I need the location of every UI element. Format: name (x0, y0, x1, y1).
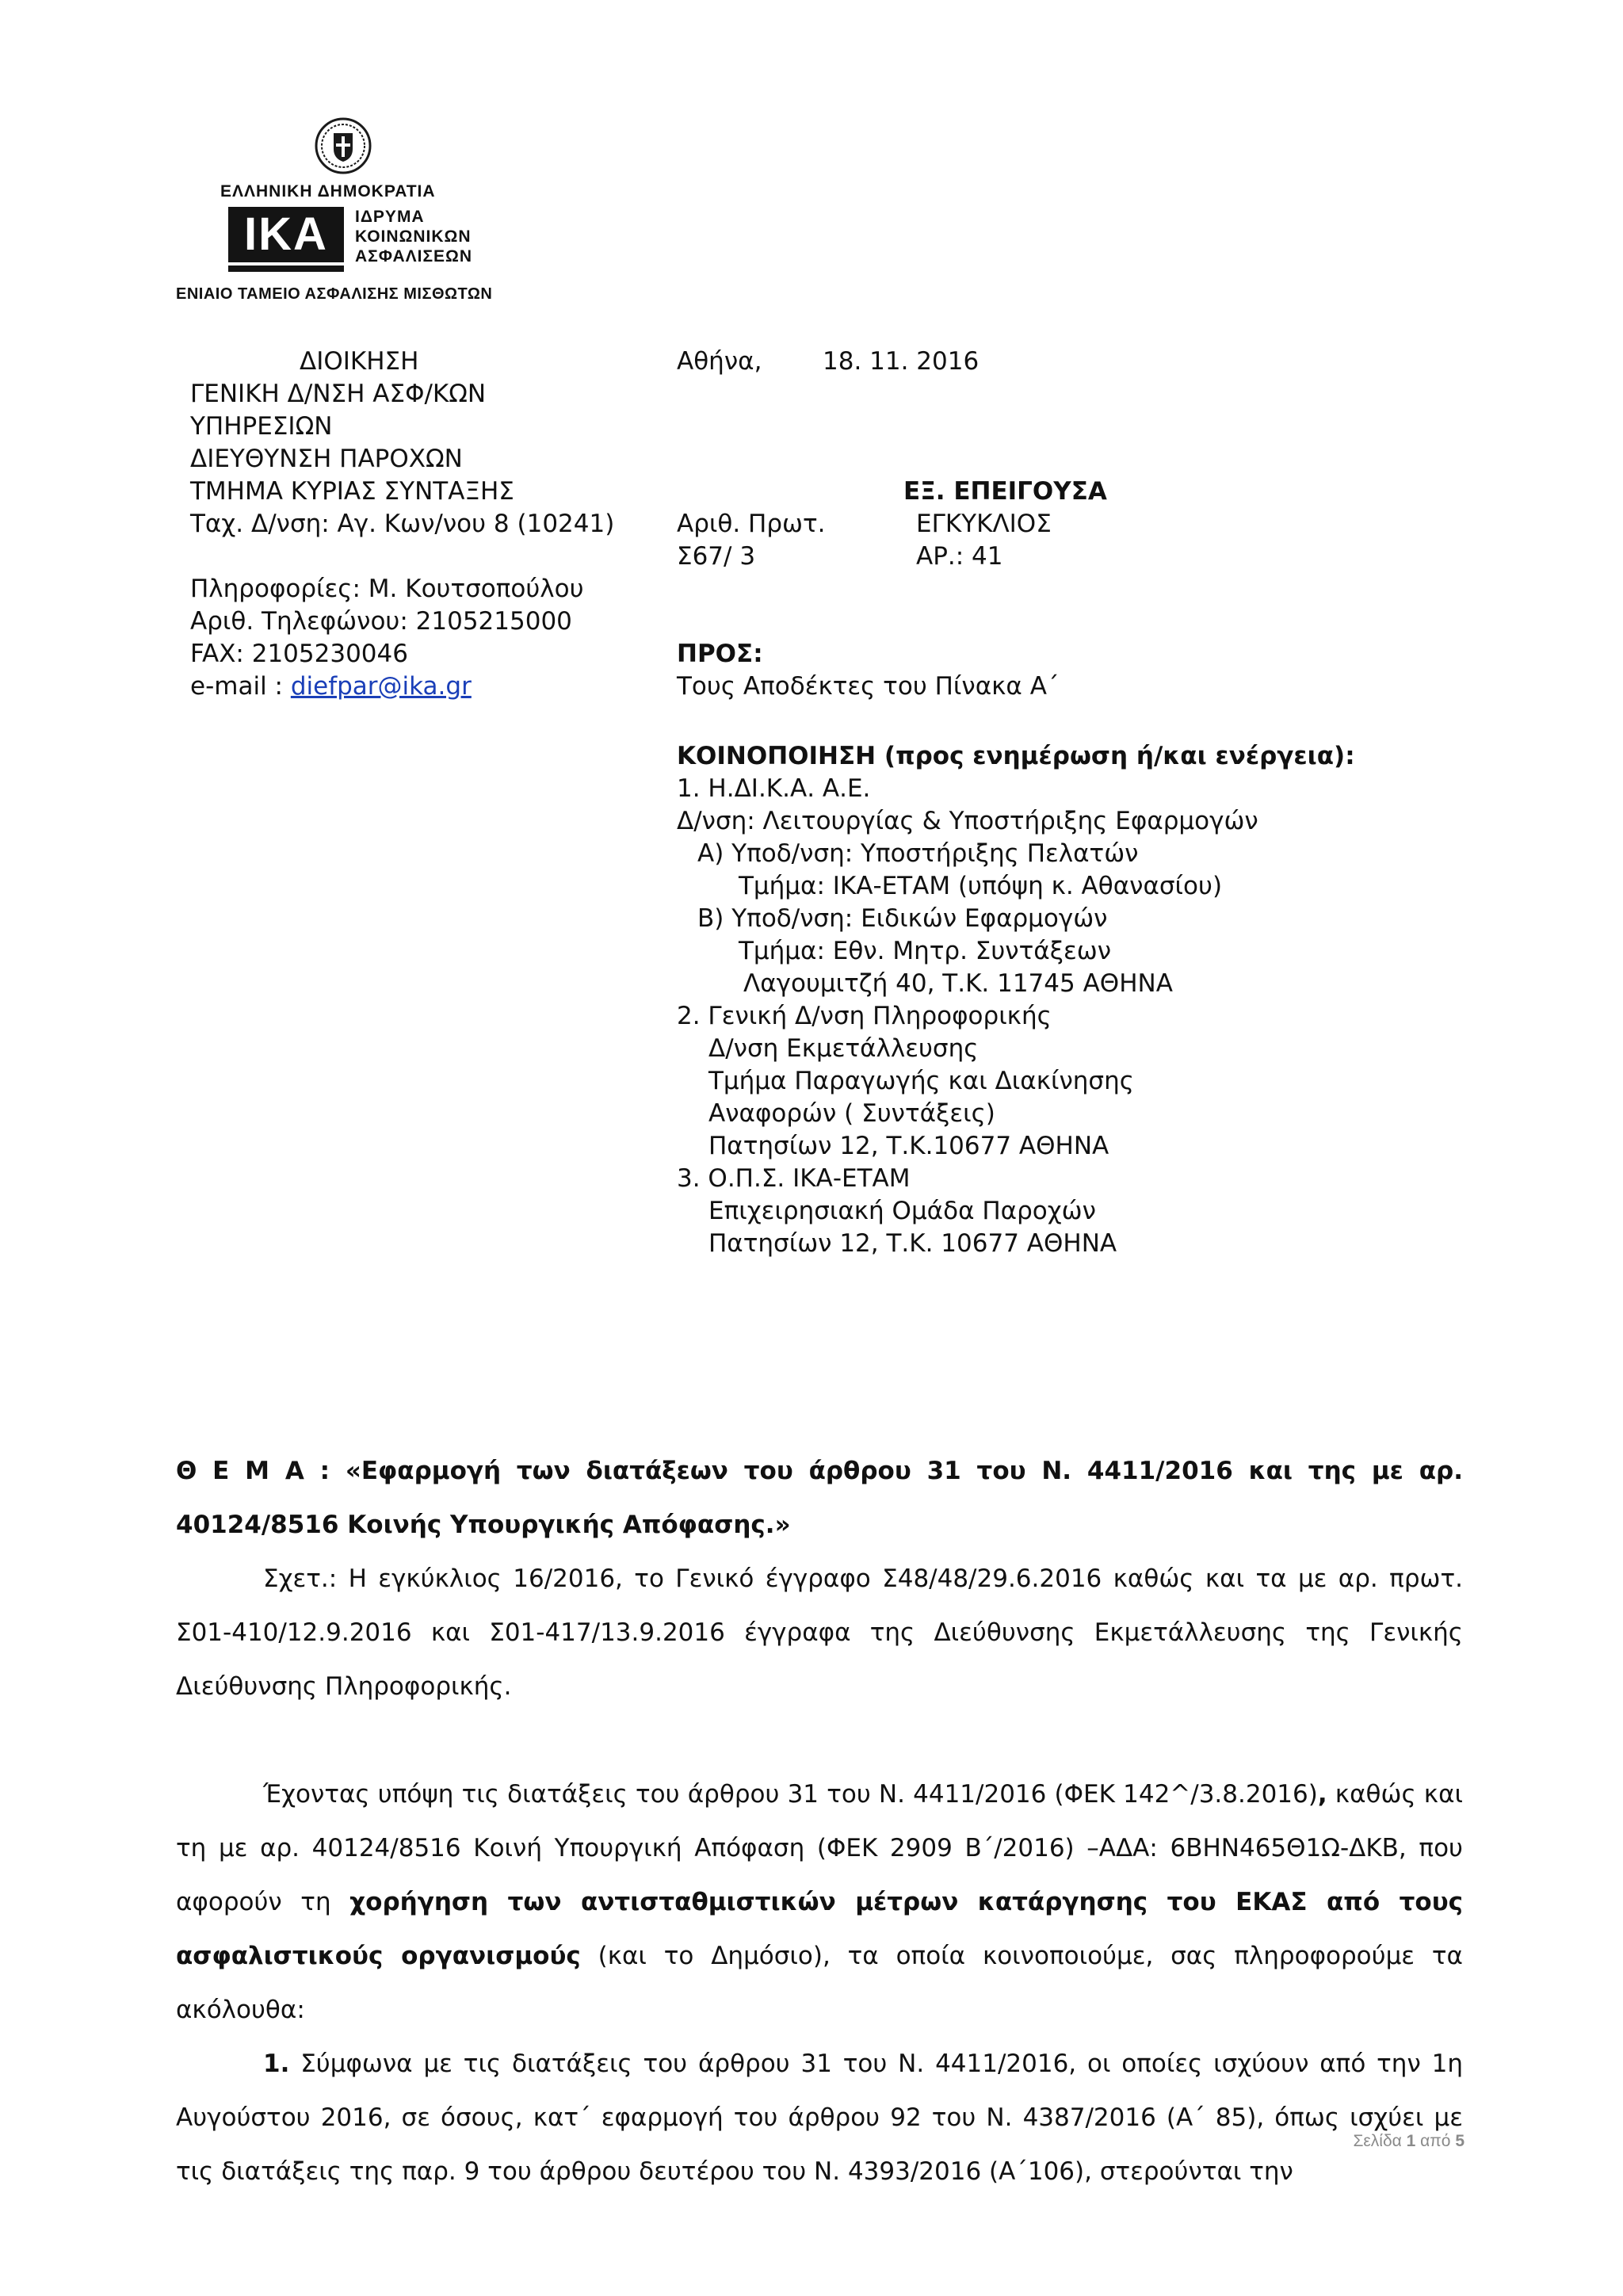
cc-label: ΚΟΙΝΟΠΟΙΗΣΗ (προς ενημέρωση ή/και ενέργεια): (677, 742, 1355, 770)
paragraph-1 (176, 2037, 1463, 2199)
of-word: από (1415, 2132, 1456, 2150)
cc-line: Τμήμα: Εθν. Μητρ. Συντάξεων (739, 937, 1112, 965)
page-total: 5 (1455, 2132, 1465, 2150)
institute-line: ΑΣΦΑΛΙΣΕΩΝ (355, 247, 473, 266)
sender-address: Ταχ. Δ/νση: Αγ. Κων/νου 8 (10241) (190, 510, 615, 538)
republic-title: ΕΛΛΗΝΙΚΗ ΔΗΜΟΚΡΑΤΙΑ (220, 182, 436, 201)
cc-line: Επιχειρησιακή Ομάδα Παροχών (708, 1197, 1096, 1225)
intro-text: (και το Δημόσιο), τα οποία κοινοποιούμε, σας πληροφορούμε τα ακόλουθα: (176, 1942, 1463, 2024)
cc-line: Λαγουμιτζή 40, Τ.Κ. 11745 ΑΘΗΝΑ (743, 969, 1173, 998)
cc-line: 1. Η.ΔΙ.Κ.Α. Α.Ε. (677, 774, 871, 803)
intro-emphasis: χορήγηση των αντισταθμιστικών μέτρων κατάργησης του ΕΚΑΣ από τους ασφαλιστικούς οργανισμούς (176, 1888, 1463, 1970)
meta-block (677, 346, 1469, 1260)
cc-line: Πατησίων 12, Τ.Κ.10677 ΑΘΗΝΑ (708, 1132, 1109, 1160)
email-label: e-mail : (190, 672, 291, 701)
protocol-number: Σ67/ 3 (677, 542, 756, 571)
doc-number: ΑΡ.: 41 (916, 542, 1003, 571)
page-footer (1353, 2132, 1465, 2151)
contact-email-row (190, 670, 666, 703)
cc-line: Δ/νση Εκμετάλλευσης (708, 1034, 979, 1063)
paragraph-text: Σύμφωνα με τις διατάξεις του άρθρου 31 του Ν. 4411/2016, οι οποίες ισχύουν από την 1η Αυγούστου 2016, σε όσους, κατ΄ εφαρμογή του άρθρου 92 του Ν. 4387/2016 (Α΄ 85), όπως ισχύει με τις διατάξεις της παρ. 9 του άρθρου δευτέρου του Ν. 4393/2016 (Α΄106), στερούνται την (176, 2050, 1463, 2186)
intro-paragraph (176, 1767, 1463, 2037)
related-paragraph: Σχετ.: Η εγκύκλιος 16/2016, το Γενικό έγγραφο Σ48/48/29.6.2016 καθώς και τα με αρ. πρωτ. Σ01-410/12.9.2016 και Σ01-417/13.9.2016 έγγραφα της Διεύθυνσης Εκμετάλλευσης της Γενικής Διεύθυνσης Πληροφορικής. (176, 1564, 1463, 1701)
place: Αθήνα, (677, 347, 762, 376)
protocol-label: Αριθ. Πρωτ. (677, 510, 826, 538)
cc-line: Πατησίων 12, Τ.Κ. 10677 ΑΘΗΝΑ (708, 1229, 1117, 1258)
intro-text: Έχοντας υπόψη τις διατάξεις του άρθρου 31 του Ν. 4411/2016 (ΦΕΚ 142^/3.8.2016) (263, 1780, 1318, 1809)
institute-line: ΚΟΙΝΩΝΙΚΩΝ (355, 227, 472, 246)
cc-line: Αναφορών ( Συντάξεις) (708, 1099, 995, 1128)
date: 18. 11. 2016 (823, 347, 980, 376)
ika-logo: IKA (228, 207, 344, 262)
subject: Θ Ε Μ Α : «Εφαρμογή των διατάξεων του άρθρου 31 του Ν. 4411/2016 και της με αρ. 40124/8516 Κοινής Υπουργικής Απόφασης.» (176, 1457, 1463, 1539)
to-label: ΠΡΟΣ: (677, 640, 763, 668)
sender-line: ΥΠΗΡΕΣΙΩΝ (190, 412, 333, 441)
cc-line: Β) Υποδ/νση: Ειδικών Εφαρμογών (697, 904, 1108, 933)
seal-icon (315, 117, 372, 174)
cc-line: Τμήμα Παραγωγής και Διακίνησης (708, 1067, 1134, 1095)
contact-person: Πληροφορίες: Μ. Κουτσοπούλου (190, 575, 584, 603)
email-link[interactable]: diefpar@ika.gr (290, 672, 472, 701)
page-word: Σελίδα (1353, 2132, 1407, 2150)
cc-line: 2. Γενική Δ/νση Πληροφορικής (677, 1002, 1052, 1030)
fund-name: ΕΝΙΑΙΟ ΤΑΜΕΙΟ ΑΣΦΑΛΙΣΗΣ ΜΙΣΘΩΤΩΝ (176, 285, 493, 303)
cc-line: Τμήμα: ΙΚΑ-ΕΤΑΜ (υπόψη κ. Αθανασίου) (739, 872, 1223, 900)
institute-name (355, 207, 472, 266)
institute-line: ΙΔΡΥΜΑ (355, 208, 425, 226)
cc-line: Α) Υποδ/νση: Υποστήριξης Πελατών (697, 839, 1139, 868)
sender-line: ΔΙΕΥΘΥΝΣΗ ΠΑΡΟΧΩΝ (190, 445, 463, 473)
intro-text: καθώς και τη με αρ. 40124/8516 Κοινή Υπουργική Απόφαση (ΦΕΚ 2909 Β΄/2016) –ΑΔΑ: 6ΒΗΝ465Θ1Ω-ΔΚΒ, που αφορούν τη (176, 1780, 1463, 1916)
intro-comma: , (1317, 1780, 1327, 1809)
sender-line: ΓΕΝΙΚΗ Δ/ΝΣΗ ΑΣΦ/ΚΩΝ (190, 380, 487, 408)
contact-fax: FAX: 2105230046 (190, 640, 408, 668)
cc-line: Δ/νση: Λειτουργίας & Υποστήριξης Εφαρμογών (677, 807, 1258, 835)
protocol-row (677, 508, 1469, 541)
sender-block (190, 346, 666, 703)
protocol-number-row (677, 541, 1469, 573)
logo-strip (228, 266, 344, 272)
page-number: 1 (1406, 2132, 1416, 2150)
urgency-row (677, 476, 1469, 508)
document-body (176, 1444, 1463, 2199)
contact-phone: Αριθ. Τηλεφώνου: 2105215000 (190, 607, 572, 636)
date-row (677, 346, 1469, 378)
ika-logo-block (228, 207, 561, 280)
sender-line: ΤΜΗΜΑ ΚΥΡΙΑΣ ΣΥΝΤΑΞΗΣ (190, 477, 514, 506)
paragraph-number: 1. (263, 2050, 290, 2078)
sender-admin: ΔΙΟΙΚΗΣΗ (300, 347, 419, 376)
doc-type: ΕΓΚΥΚΛΙΟΣ (916, 510, 1052, 538)
urgency-label: ΕΞ. ΕΠΕΙΓΟΥΣΑ (903, 477, 1107, 506)
cc-line: 3. Ο.Π.Σ. ΙΚΑ-ΕΤΑΜ (677, 1164, 911, 1193)
contact-block (190, 573, 666, 703)
to-text: Τους Αποδέκτες του Πίνακα Α΄ (677, 672, 1060, 701)
